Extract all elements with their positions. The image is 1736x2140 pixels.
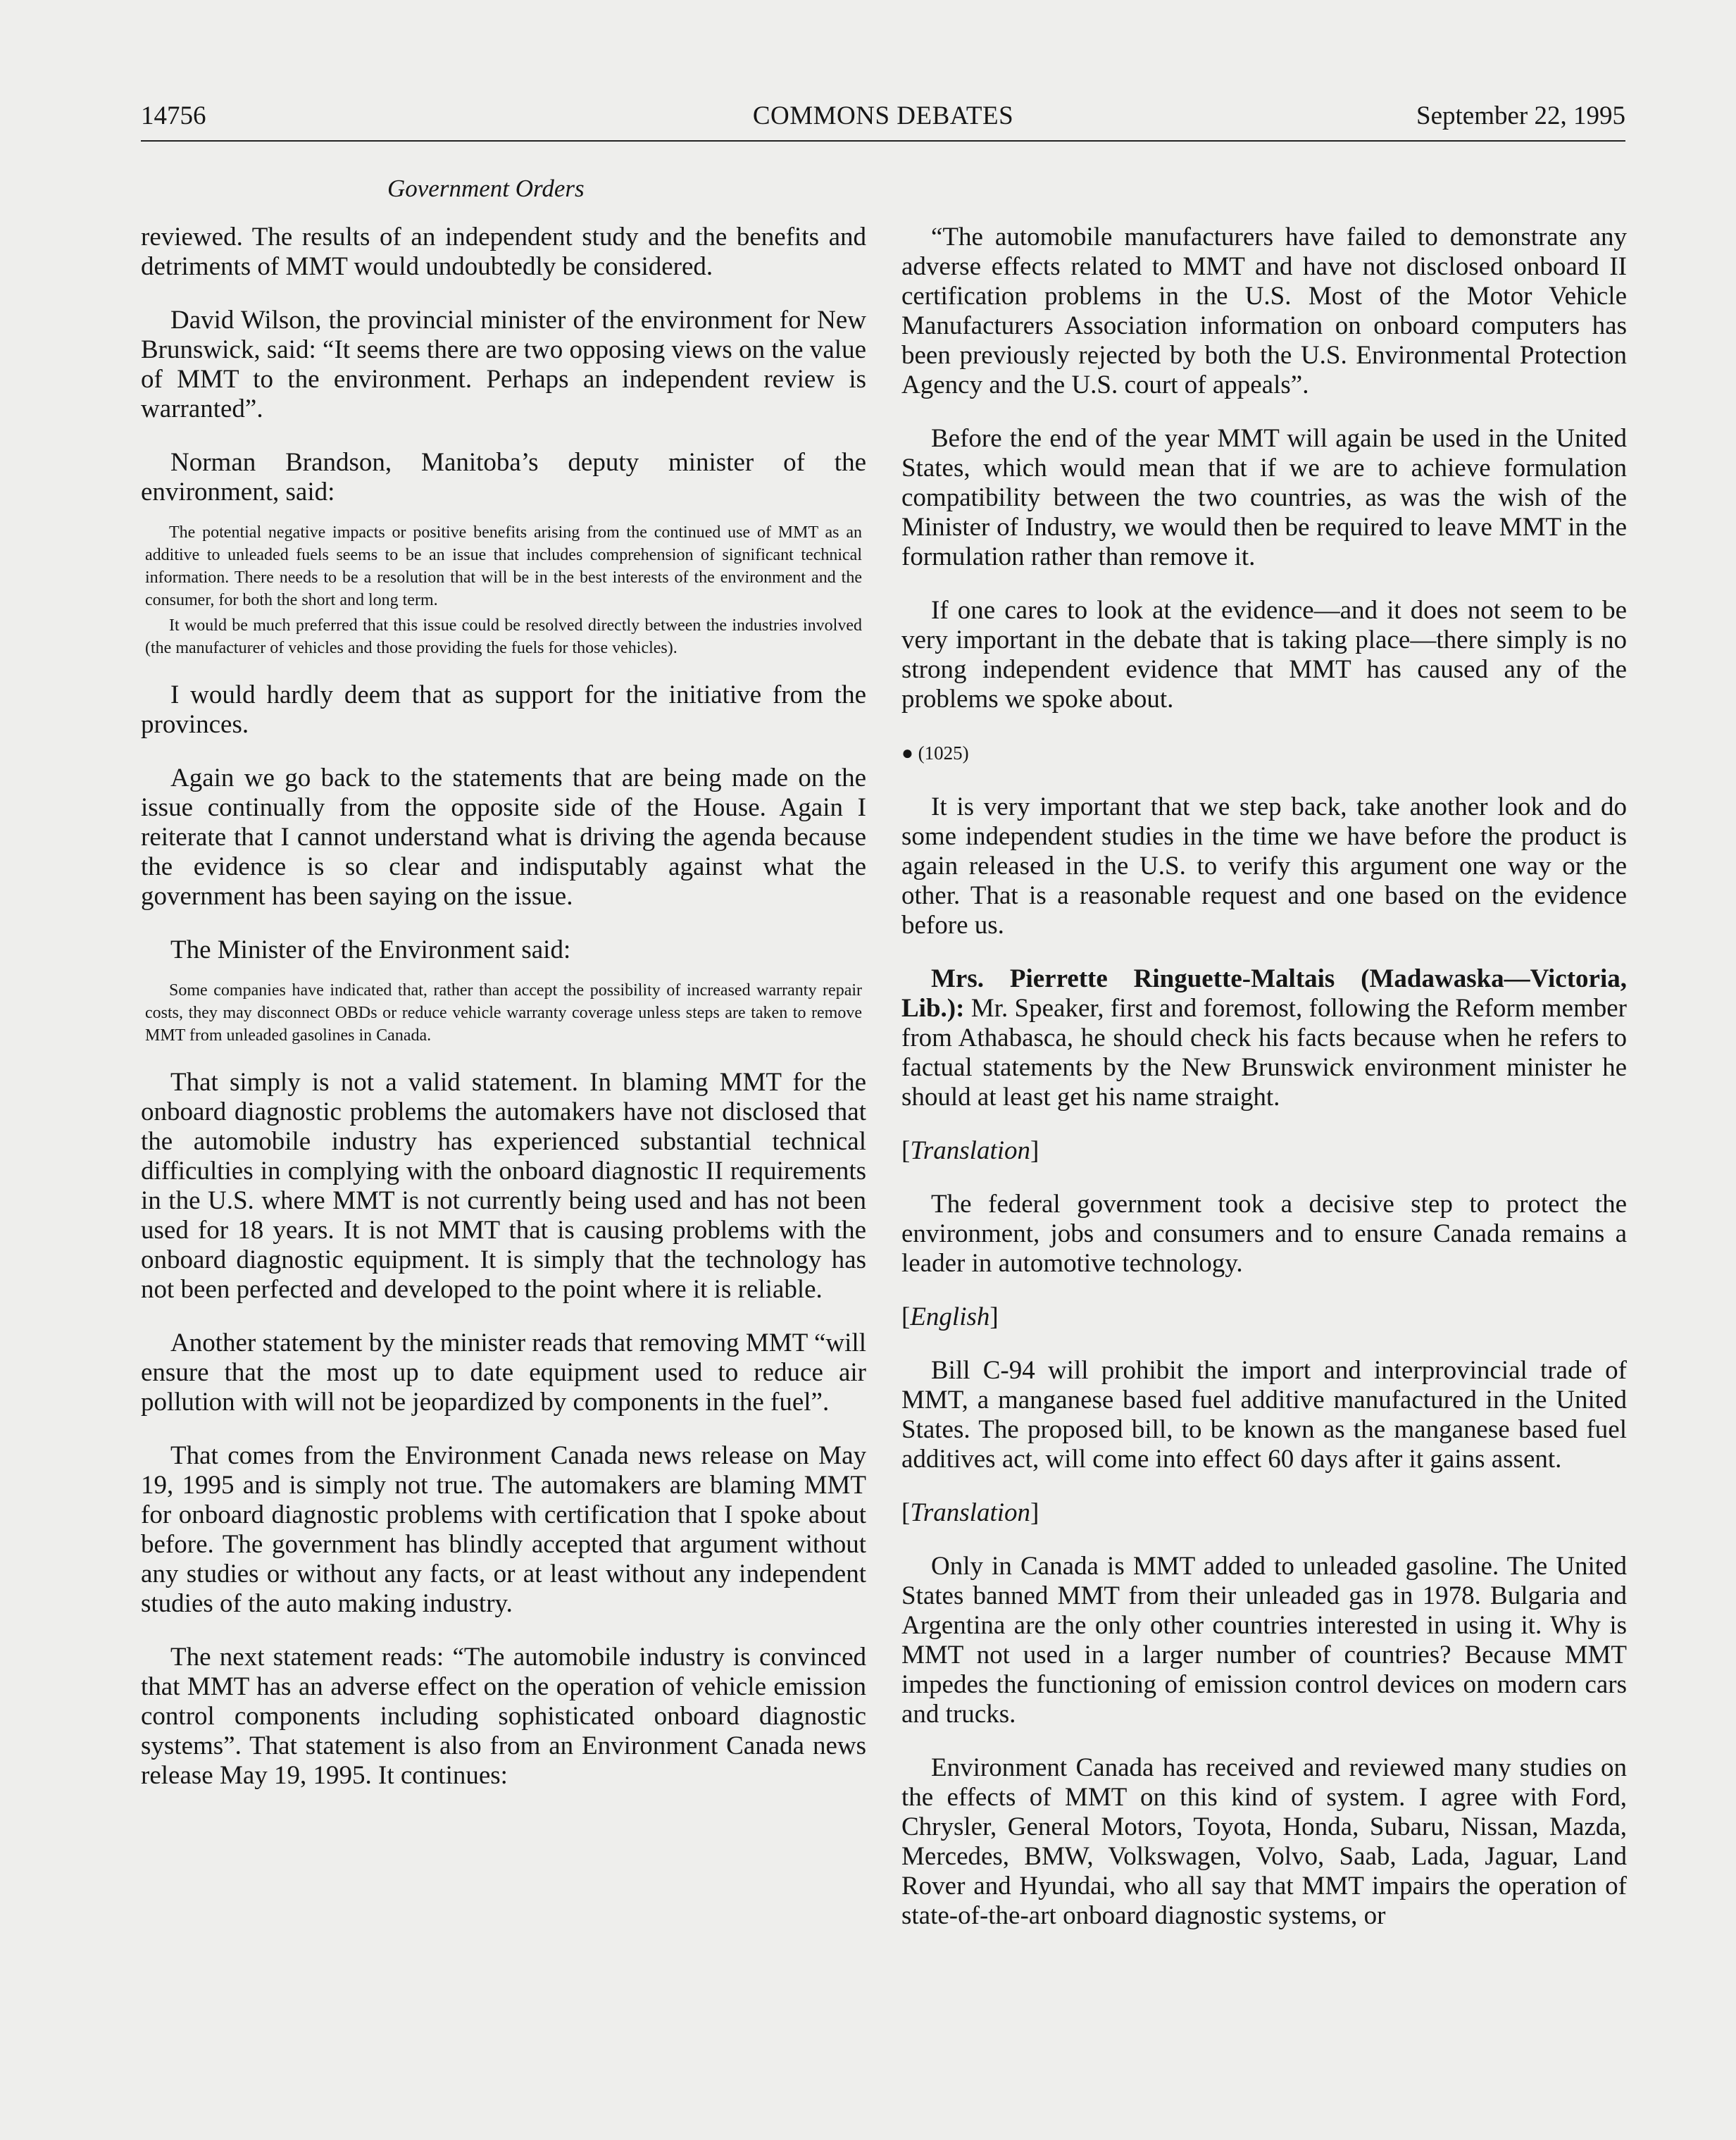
- header-rule: [141, 140, 1625, 142]
- paragraph: Only in Canada is MMT added to unleaded gasoline. The United States banned MMT from their unleaded gas in 1978. Bulgaria and Argentina are the only other countries interested in using it. Why is MMT not used in a larger number of countries? Because MMT impedes the functioning of emission control devices on modern cars and trucks.: [901, 1552, 1627, 1729]
- paragraph: “The automobile manufacturers have failed to demonstrate any adverse effects related to MMT and have not disclosed onboard II certification problems in the U.S. Most of the Motor Vehicle Manufacturers Association information on onboard computers has been previously rejected by both the U.S. Environmental Protection Agency and the U.S. court of appeals”.: [901, 223, 1627, 399]
- language-tag: [Translation]: [901, 1498, 1039, 1527]
- paragraph: reviewed. The results of an independent study and the benefits and detriments of MMT would undoubtedly be considered.: [141, 223, 866, 281]
- speaker-name: Mrs. Pierrette Ringuette-Maltais (Madawaska—Victoria, Lib.):: [901, 964, 1627, 1023]
- page-number: 14756: [141, 101, 206, 130]
- time-marker-text: (1025): [918, 742, 969, 764]
- block-quote: The potential negative impacts or positive benefits arising from the continued use of MMT as an additive to unleaded fuels seems to be an issue that includes comprehension of significant technical information. There needs to be a resolution that will be in the best interests of the environment and the consumer, for both the short and long term.: [145, 523, 862, 609]
- paragraph: Another statement by the minister reads that removing MMT “will ensure that the most up to date equipment used to reduce air pollution with will not be jeopardized by components in the fuel”.: [141, 1329, 866, 1417]
- paragraph: Norman Brandson, Manitoba’s deputy minister of the environment, said:: [141, 448, 866, 506]
- section-title: Government Orders: [387, 175, 585, 202]
- publication-title: COMMONS DEBATES: [752, 101, 1014, 130]
- paragraph: Before the end of the year MMT will again be used in the United States, which would mean that if we are to achieve formulation compatibility between the two countries, as was the wish of the Minister of Industry, we would then be required to leave MMT in the formulation rather than remove it.: [901, 424, 1627, 571]
- paragraph: That simply is not a valid statement. In blaming MMT for the onboard diagnostic problems the automakers have not disclosed that the automobile industry has experienced substantial technical difficulties in complying with the onboard diagnostic II requirements in the U.S. where MMT is not currently being used and has not been used for 18 years. It is not MMT that is causing problems with the onboard diagnostic equipment. It is simply that the technology has not been perfected and developed to the point where it is reliable.: [141, 1068, 866, 1304]
- left-column: [141, 223, 866, 1815]
- speech-text: Mr. Speaker, first and foremost, following the Reform member from Athabasca, he should check his facts because when he refers to factual statements by the New Brunswick environment minister he should at least get his name straight.: [901, 994, 1627, 1112]
- block-quote: It would be much preferred that this issue could be resolved directly between the industries involved (the manufacturer of vehicles and those providing the fuels for those vehicles).: [145, 616, 862, 657]
- publication-date: September 22, 1995: [1416, 101, 1625, 130]
- paragraph: The Minister of the Environment said:: [170, 935, 571, 964]
- paragraph: Environment Canada has received and reviewed many studies on the effects of MMT on this kind of system. I agree with Ford, Chrysler, General Motors, Toyota, Honda, Subaru, Nissan, Mazda, Mercedes, BMW, Volkswagen, Volvo, Saab, Lada, Jaguar, Land Rover and Hyundai, who all say that MMT impairs the operation of state-of-the-art onboard diagnostic systems, or: [901, 1753, 1627, 1930]
- paragraph: David Wilson, the provincial minister of the environment for New Brunswick, said: “It seems there are two opposing views on the value of MMT to the environment. Perhaps an independent review is warranted”.: [141, 306, 866, 423]
- paragraph: The next statement reads: “The automobile industry is convinced that MMT has an adverse effect on the operation of vehicle emission control components including sophisticated onboard diagnostic systems”. That statement is also from an Environment Canada news release May 19, 1995. It continues:: [141, 1643, 866, 1790]
- language-tag: [Translation]: [901, 1136, 1039, 1165]
- time-marker: [901, 738, 1627, 769]
- paragraph: It is very important that we step back, take another look and do some independent studies in the time we have before the product is again released in the U.S. to verify this argument one way or the other. That is a reasonable request and one based on the evidence before us.: [901, 792, 1627, 940]
- paragraph: If one cares to look at the evidence—and it does not seem to be very important in the debate that is taking place—there simply is no strong independent evidence that MMT has caused any of the problems we spoke about.: [901, 596, 1627, 714]
- right-column: [901, 223, 1627, 1955]
- speaker-paragraph: [901, 964, 1627, 1112]
- paragraph: Again we go back to the statements that are being made on the issue continually from the opposite side of the House. Again I reiterate that I cannot understand what is driving the agenda because the evidence is so clear and indisputably against what the government has been saying on the issue.: [141, 764, 866, 911]
- paragraph: That comes from the Environment Canada news release on May 19, 1995 and is simply not true. The automakers are blaming MMT for onboard diagnostic problems with certification that I spoke about before. The government has blindly accepted that argument without any studies or without any facts, or at least without any independent studies of the auto making industry.: [141, 1441, 866, 1618]
- block-quote: Some companies have indicated that, rather than accept the possibility of increased warranty repair costs, they may disconnect OBDs or reduce vehicle warranty coverage unless steps are taken to remove MMT from unleaded gasolines in Canada.: [145, 981, 862, 1045]
- bullet-icon: ●: [901, 742, 913, 764]
- page-header: [141, 101, 1625, 140]
- paragraph: Bill C-94 will prohibit the import and interprovincial trade of MMT, a manganese based fuel additive manufactured in the United States. The proposed bill, to be known as the manganese based fuel additives act, will come into effect 60 days after it gains assent.: [901, 1356, 1627, 1474]
- paragraph: I would hardly deem that as support for the initiative from the provinces.: [141, 680, 866, 739]
- paragraph: The federal government took a decisive step to protect the environment, jobs and consumers and to ensure Canada remains a leader in automotive technology.: [901, 1190, 1627, 1278]
- language-tag: [English]: [901, 1302, 999, 1331]
